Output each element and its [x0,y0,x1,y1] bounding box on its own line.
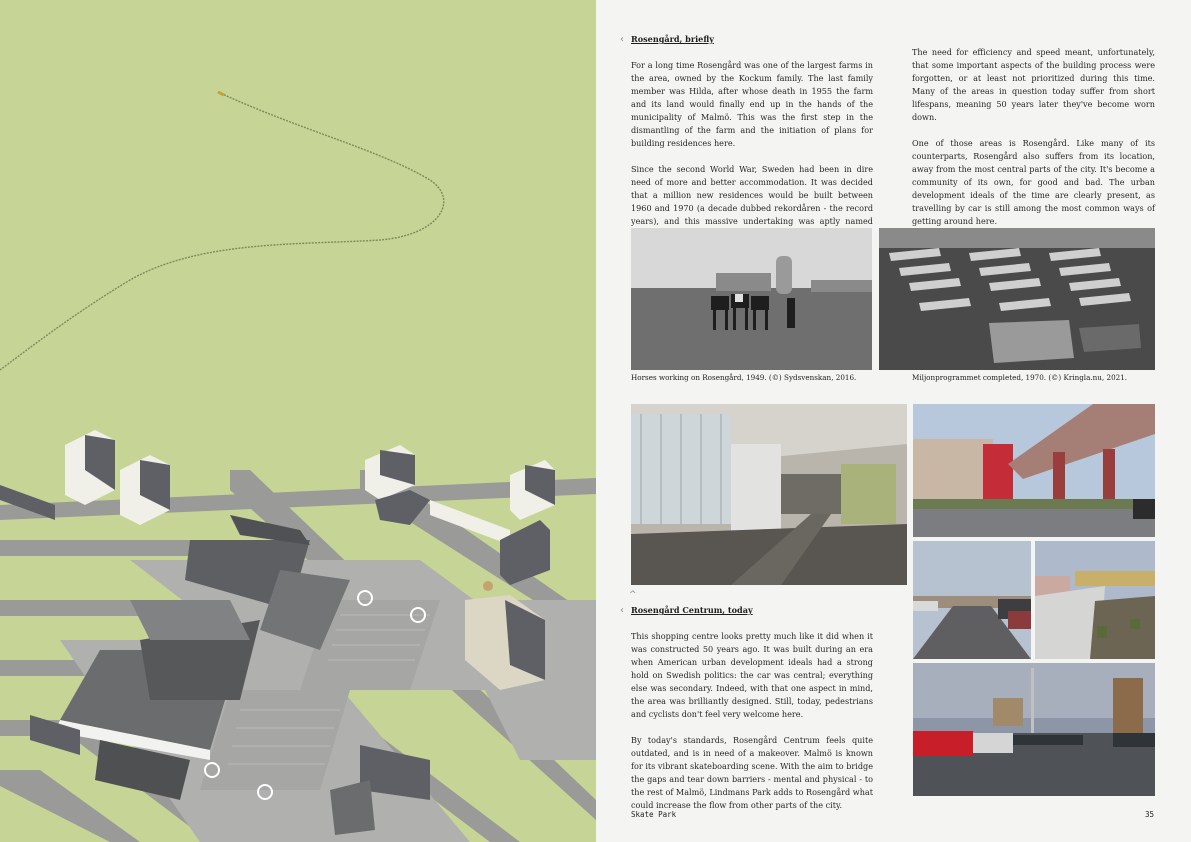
section-briefly-column-2 [912,46,1155,241]
text-page [596,0,1191,842]
paragraph: This shopping centre looks pretty much like it did when it was constructed 50 years ago. It was built during an era when American urban development ideals had a strong hold on Swedish politics: the car was central; everything else was secondary. Indeed, with that one aspect in mind, the area was brilliantly designed. Still, today, pedestrians and cyclists don't feel very welcome here. [631,631,873,719]
aerial-photo [879,228,1155,370]
section-heading: Rosengård, briefly [631,34,714,44]
section-briefly-column-1 [631,33,873,254]
street-photo [913,541,1031,659]
skate-route-line [0,92,444,370]
caption-horses: Horses working on Rosengård, 1949. (©) Sydsvenskan, 2016. [631,373,857,382]
chevron-left-icon[interactable]: ‹ [620,34,624,45]
underpass-photo [631,404,907,585]
page-number: 35 [1145,810,1155,819]
chevron-up-icon[interactable]: ^ [629,590,637,600]
paragraph: Since the second World War, Sweden had been in dire need of more and better accommodation. It was decided that a million new residences would be built between 1960 and 1970 (a decade dubbed rekordåren - the record years), and this massive undertaking was aptly named [631,164,873,226]
horses-photo [631,228,872,370]
section-centrum-column [631,604,873,825]
footer-title: Skate Park [631,810,677,819]
paragraph: One of those areas is Rosengård. Like many of its counterparts, Rosengård also suffers from its location, away from the most central parts of the city. It's become a community of its own, for good and bad. The urban development ideals of the time are clearly present, as travelling by car is still among the most common ways of getting around here. [912,138,1155,226]
chevron-left-icon[interactable]: ‹ [620,605,624,616]
paragraph: By today's standards, Rosengård Centrum feels quite outdated, and is in need of a makeover. Malmö is known for its vibrant skateboarding scene. With the aim to bridge the gaps and tear down barriers - mental and physical - to the rest of Malmö, Lindmans Park adds to Rosengård what could increase the flow from other parts of the city. [631,735,873,810]
section-heading: Rosengård Centrum, today [631,605,753,615]
skate-area-photo [1035,541,1155,659]
caption-aerial: Miljonprogrammet completed, 1970. (©) Kringla.nu, 2021. [912,373,1128,382]
paragraph: The need for efficiency and speed meant, unfortunately, that some important aspects of the building process were forgotten, or at least not prioritized during this time. Many of the areas in question today suffer from short lifespans, meaning 50 years later they've become worn down. [912,47,1155,122]
parking-photo [913,663,1155,796]
bridge-photo [913,404,1155,537]
paragraph: For a long time Rosengård was one of the largest farms in the area, owned by the Kockum family. The last family member was Hilda, after whose death in 1955 the farm and its land would finally end up in the hands of the municipality of Malmö. This was the first step in the dismantling of the farm and the initiation of plans for building residences here. [631,60,873,148]
